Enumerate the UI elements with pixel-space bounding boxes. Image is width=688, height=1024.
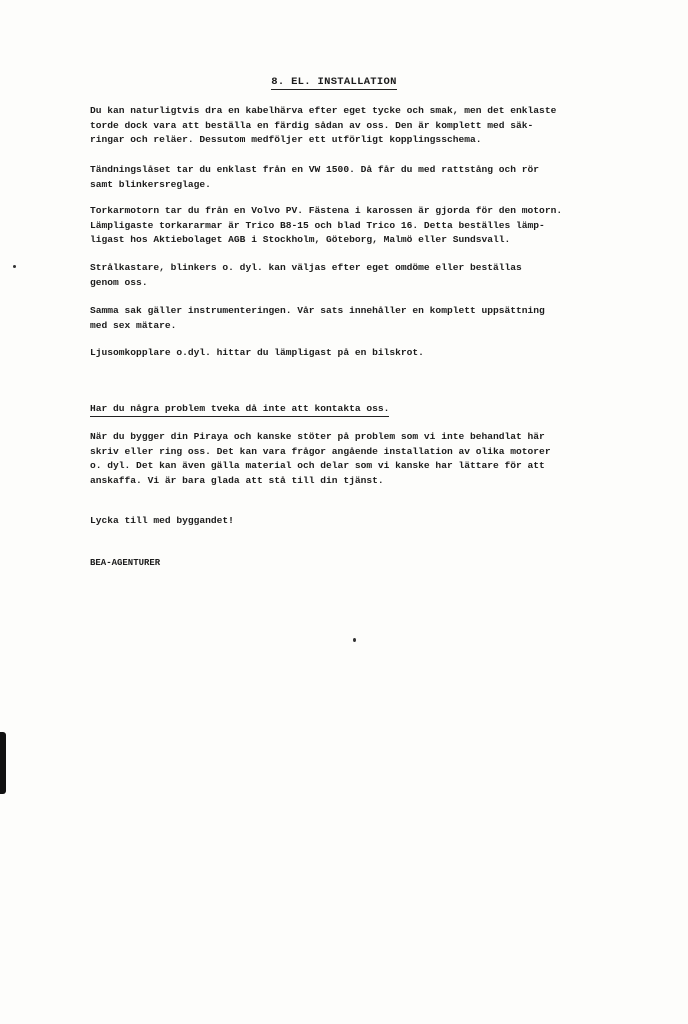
scan-edge-mark: [0, 732, 6, 794]
section-title: [0, 76, 688, 88]
paragraph-headlights: Strålkastare, blinkers o. dyl. kan väljas efter eget omdöme eller beställas genom oss.: [90, 262, 522, 288]
section-title-text: 8. EL. INSTALLATION: [271, 76, 397, 88]
speck-mark: [353, 638, 356, 642]
paragraph-contact: När du bygger din Piraya och kanske stöter på problem som vi inte behandlat här skriv eller ring oss. Det kan vara frågor angående installation av olika motorer o. dyl. Det kan även gälla material och delar som vi kanske har lättare för att anskaffa. Vi är bara glada att stå till din tjänst.: [90, 431, 551, 486]
paragraph-ignition-lock: Tändningslåset tar du enklast från en VW 1500. Då får du med rattstång och rör samt blinkersreglage.: [90, 164, 540, 190]
paragraph-instruments: Samma sak gäller instrumenteringen. Vår sats innehåller en komplett uppsättning med sex mätare.: [90, 305, 545, 331]
paragraph-wiring-harness: Du kan naturligtvis dra en kabelhärva efter eget tycke och smak, men det enklaste torde dock vara att beställa en färdig sådan av oss. Den är komplett med säk- ringar och reläer. Dessutom medföljer ett utförligt kopplingsschema.: [90, 105, 557, 145]
speck-mark: [13, 265, 16, 268]
contact-heading: Har du några problem tveka då inte att kontakta oss.: [90, 402, 389, 417]
paragraph-wiper-motor: Torkarmotorn tar du från en Volvo PV. Fästena i karossen är gjorda för den motorn. Lämpligaste torkararmar är Trico B8-15 och blad Trico 16. Detta beställes lämp- ligast hos Aktiebolaget AGB i Stockholm, Göteborg, Malmö eller Sundsvall.: [90, 205, 563, 245]
closing-line: Lycka till med byggandet!: [90, 515, 234, 526]
signature: BEA-AGENTURER: [90, 558, 161, 568]
paragraph-light-switch: Ljusomkopplare o.dyl. hittar du lämpligast på en bilskrot.: [90, 347, 424, 358]
